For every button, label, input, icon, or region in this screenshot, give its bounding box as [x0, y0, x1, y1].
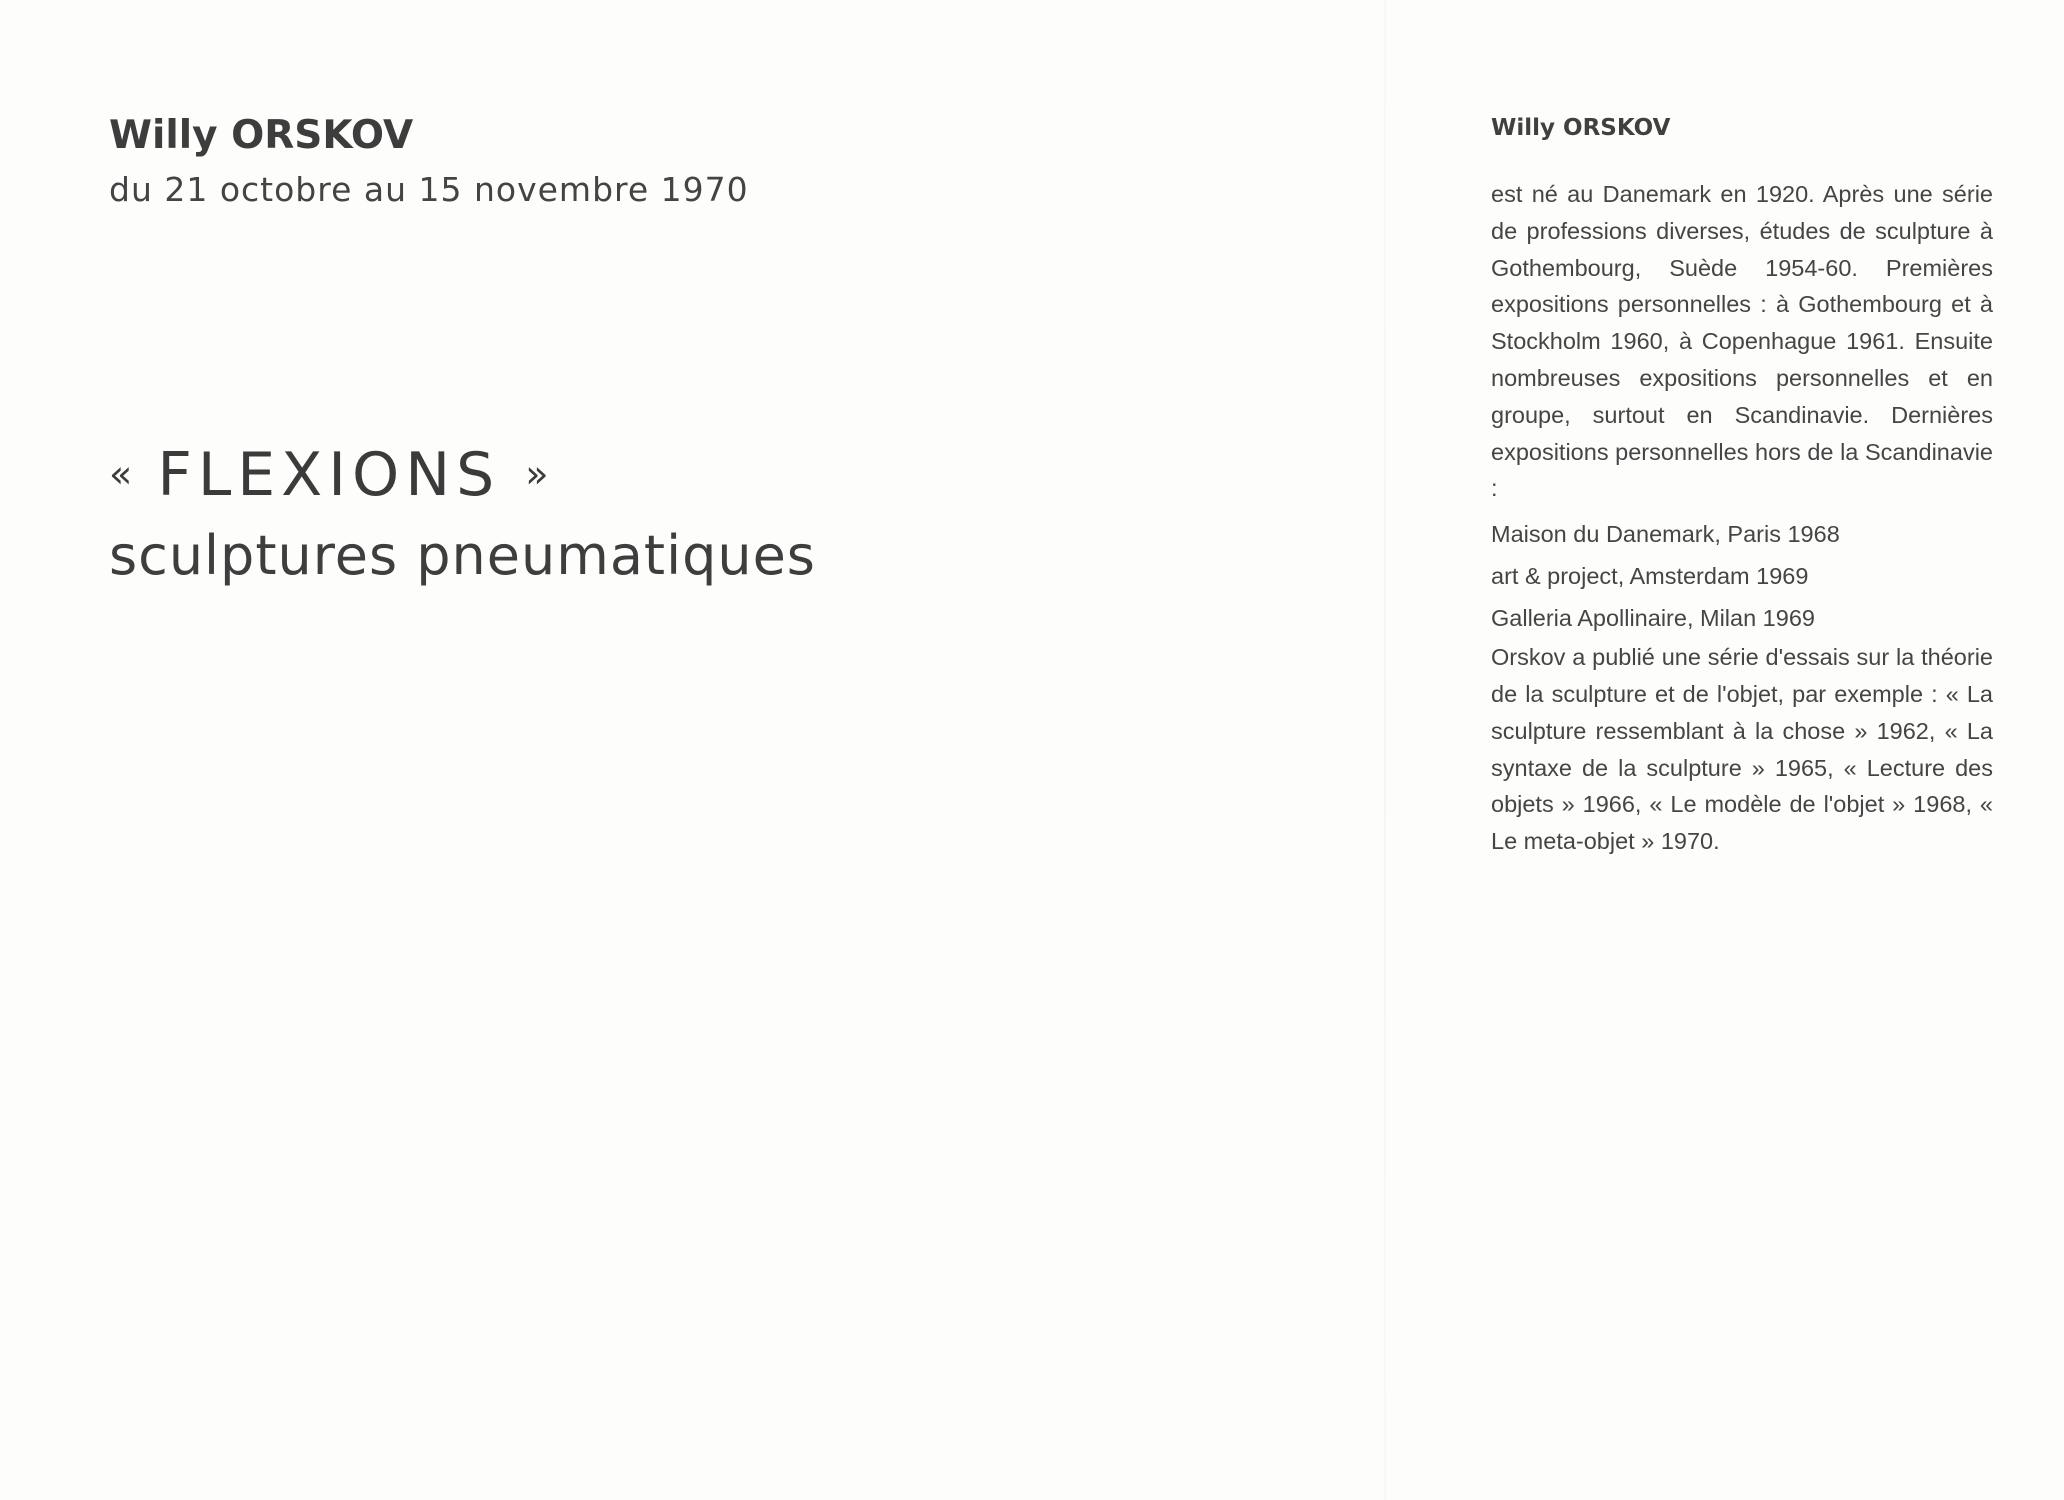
artist-name: Willy ORSKOV	[109, 113, 414, 158]
title-text: FLEXIONS	[157, 440, 501, 510]
exhibition-list	[1491, 513, 1993, 639]
publications-paragraph: Orskov a publié une série d'essais sur la théorie de la sculpture et de l'objet, par exemple : « La sculpture ressemblant à la chose » 1962, « La syntaxe de la sculpture » 1965, « Lecture des objets » 1966, « Le modèle de l'objet » 1968, « Le meta-objet » 1970.	[1491, 644, 1993, 855]
exhibition-subtitle: sculptures pneumatiques	[109, 524, 816, 587]
exhibition-item: Maison du Danemark, Paris 1968	[1491, 521, 1840, 548]
exhibition-dates: du 21 octobre au 15 novembre 1970	[109, 170, 749, 209]
biography-panel	[1491, 112, 1993, 860]
exhibition-item: Galleria Apollinaire, Milan 1969	[1491, 605, 1815, 632]
title-open-quote: «	[109, 452, 133, 496]
biography-heading: Willy ORSKOV	[1491, 115, 1671, 141]
exhibition-item: art & project, Amsterdam 1969	[1491, 563, 1809, 590]
biography-paragraph: est né au Danemark en 1920. Après une série de professions diverses, études de sculpture à Gothembourg, Suède 1954-60. Premières expositions personnelles : à Gothembourg et à Stockholm 1960, à Copenhague 1961. Ensuite nombreuses expositions personnelles et en groupe, surtout en Scandinavie. Dernières expositions personnelles hors de la Scandinavie :	[1491, 181, 1993, 502]
title-close-quote: »	[525, 452, 549, 496]
exhibition-title	[109, 436, 549, 513]
cover-panel	[109, 112, 1009, 587]
page-fold	[1384, 0, 1386, 1500]
